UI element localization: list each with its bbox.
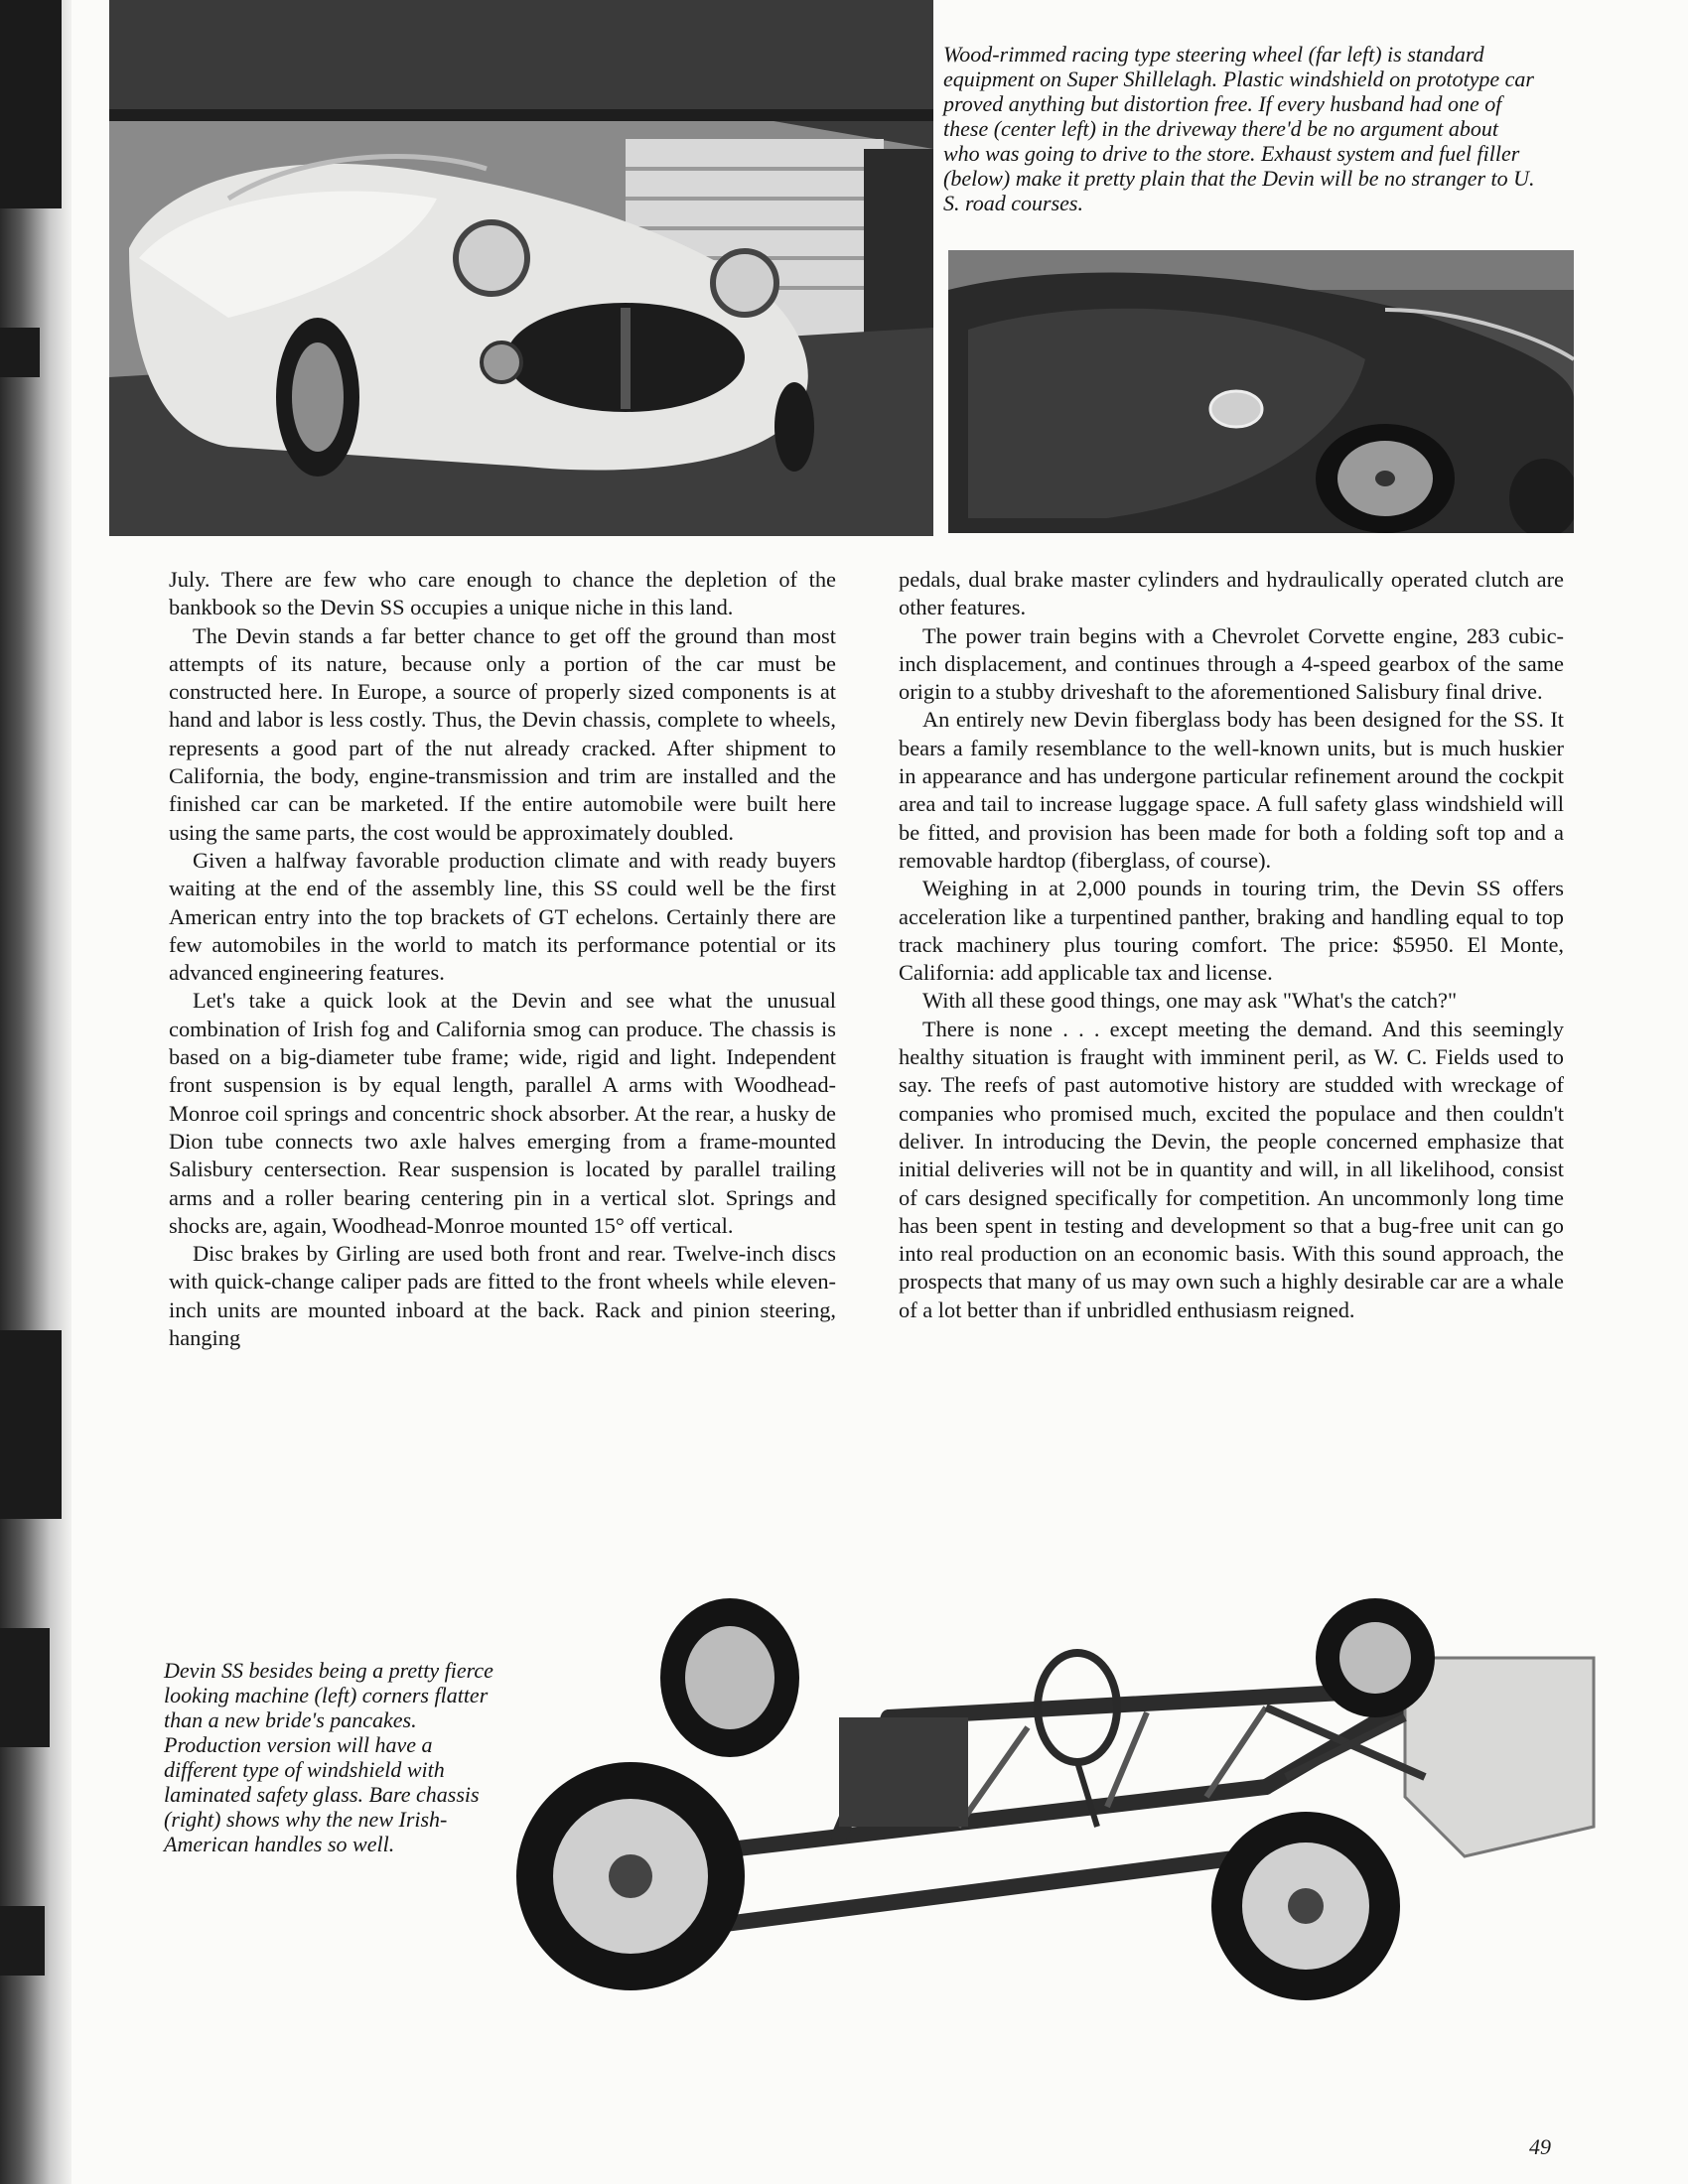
paragraph: July. There are few who care enough to chance the depletion of the bankbook so the Devin SS occupies a unique niche in this land. xyxy=(169,567,836,620)
paragraph: Given a halfway favorable production climate and with ready buyers waiting at the end of the assembly line, this SS could well be the first American entry into the top brackets of GT echelons. Certainly there are few automobiles in the world to match its performance potential or its advanced engineering features. xyxy=(169,847,836,986)
caption-top-right: Wood-rimmed racing type steering wheel (far left) is standard equipment on Super Shillelagh. Plastic windshield on prototype car proved anything but distortion free. If every husband had one of these (center left) in the driveway there'd be no argument about who was going to drive to the store. Exhaust system and fuel filler (below) make it pretty plain that the Devin will be no stranger to U. S. road courses. xyxy=(943,42,1535,215)
paragraph: Disc brakes by Girling are used both front and rear. Twelve-inch discs with quick-change caliper pads are fitted to the front wheels while eleven-inch units are mounted inboard at the back. Rack and pinion steering, hanging xyxy=(169,1241,836,1351)
body-text-left-column xyxy=(169,566,836,1352)
photo-devin-front xyxy=(109,0,933,536)
paragraph: An entirely new Devin fiberglass body has been designed for the SS. It bears a family resemblance to the well-known units, but is much huskier in appearance and has undergone particular refinement around the cockpit area and tail to increase luggage space. A full safety glass windshield will be fitted, and provision has been made for both a folding soft top and a removable hardtop (fiberglass, of course). xyxy=(899,707,1564,873)
paragraph: There is none . . . except meeting the demand. And this seemingly healthy situation is fraught with imminent peril, as W. C. Fields used to say. The reefs of past automotive history are studded with wreckage of companies who promised much, excited the populace and then couldn't deliver. In introducing the Devin, the people concerned emphasize that initial deliveries will not be in quantity and will, in all likelihood, consist of cars designed specifically for competition. An uncommonly long time has been spent in testing and development so that a bug-free unit can go into real production on an economic basis. With this sound approach, the prospects that many of us may own such a highly desirable car are a whale of a lot better than if unbridled enthusiasm reigned. xyxy=(899,1016,1564,1322)
photo-devin-rear-fuel-filler xyxy=(948,250,1574,533)
paragraph: With all these good things, one may ask "What's the catch?" xyxy=(922,988,1458,1014)
page-number: 49 xyxy=(1529,2134,1551,2159)
body-text-right-column xyxy=(899,566,1564,1324)
page-edge-strip xyxy=(0,0,71,2184)
paragraph: Let's take a quick look at the Devin and see what the unusual combination of Irish fog and California smog can produce. The chassis is based on a big-diameter tube frame; wide, rigid and light. Independent front suspension is by equal length, parallel A arms with Woodhead-Monroe coil springs and concentric shock absorber. At the rear, a husky de Dion tube connects two axle halves emerging from a frame-mounted Salisbury centersection. Rear suspension is located by parallel trailing arms and a roller bearing centering pin in a vertical slot. Springs and shocks are, again, Woodhead-Monroe mounted 15° off vertical. xyxy=(169,988,836,1238)
paragraph: pedals, dual brake master cylinders and hydraulically operated clutch are other features. xyxy=(899,567,1564,620)
paragraph: The power train begins with a Chevrolet Corvette engine, 283 cubic-inch displacement, and continues through a 4-speed gearbox of the same origin to a stubby driveshaft to the aforementioned Salisbury final drive. xyxy=(899,622,1564,705)
photo-bare-chassis xyxy=(511,1598,1604,2005)
paragraph: The Devin stands a far better chance to get off the ground than most attempts of its nature, because only a portion of the car must be constructed here. In Europe, a source of properly sized components is at hand and labor is less costly. Thus, the Devin chassis, complete to wheels, represents a good part of the nut already cracked. After shipment to California, the body, engine-transmission and trim are installed and the finished car can be marketed. If the entire automobile were built here using the same parts, the cost would be approximately doubled. xyxy=(169,622,836,845)
paragraph: Weighing in at 2,000 pounds in touring trim, the Devin SS offers acceleration like a turpentined panther, braking and handling equal to top track machinery plus touring comfort. The price: $5950. El Monte, California: add applicable tax and license. xyxy=(899,876,1564,986)
caption-bottom-left: Devin SS besides being a pretty fierce looking machine (left) corners flatter than a new bride's pancakes. Production version will have a different type of windshield with laminated safety glass. Bare chassis (right) shows why the new Irish-American handles so well. xyxy=(164,1658,493,1856)
